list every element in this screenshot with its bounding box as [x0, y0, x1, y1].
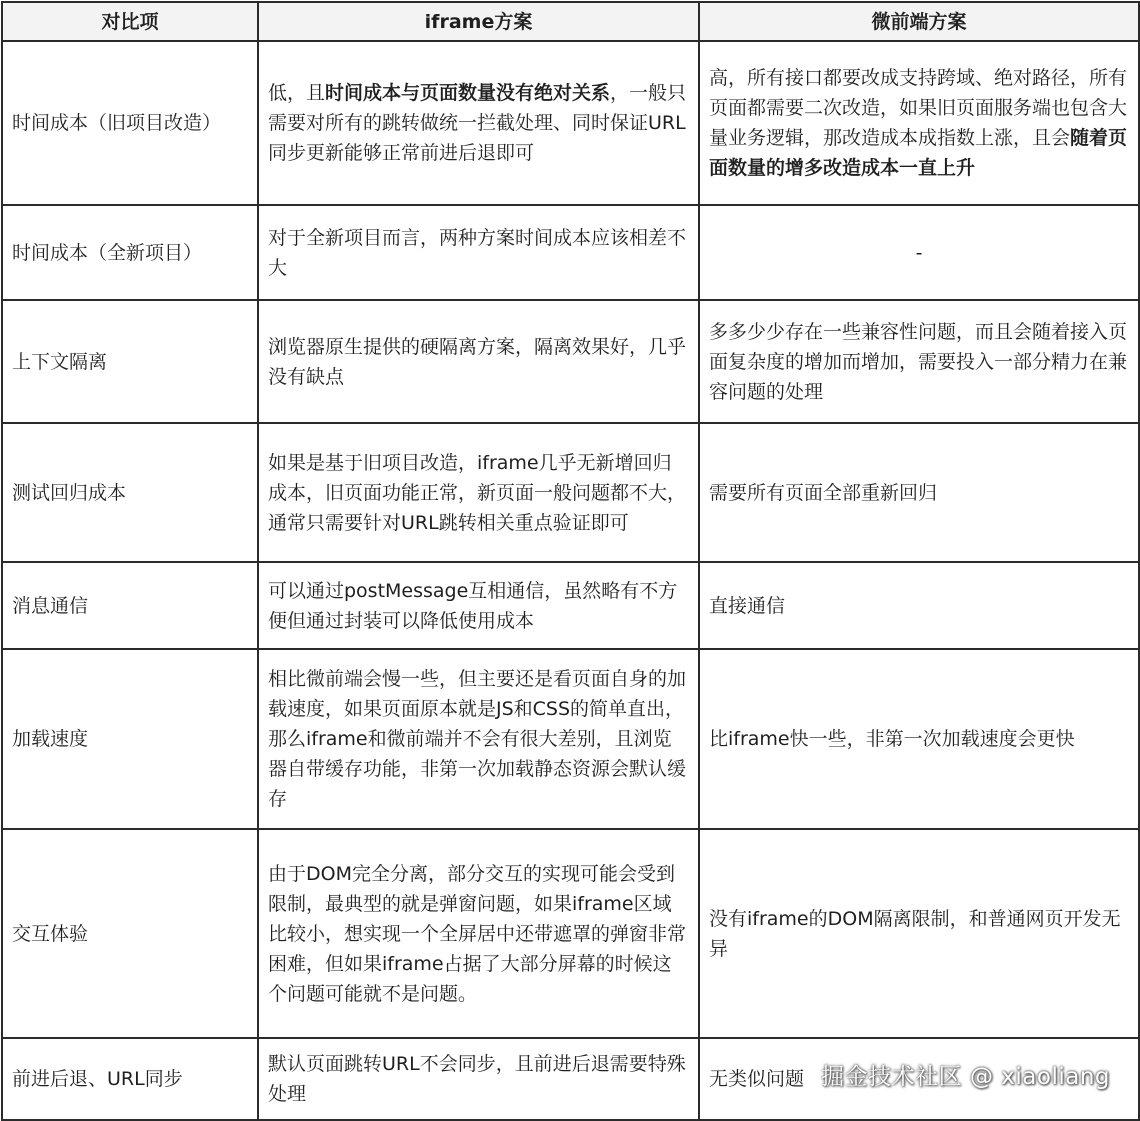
row-item-label: 时间成本（旧项目改造） [2, 41, 258, 205]
watermark-text: 掘金技术社区 @ xiaoliang [821, 1064, 1110, 1090]
table-row [2, 205, 1139, 300]
header-micro-frontend: 微前端方案 [699, 2, 1139, 41]
iframe-cell [258, 829, 699, 1038]
text: 比iframe快一些，非第一次加载速度会更快 [709, 728, 1075, 750]
row-item-label: 加载速度 [2, 649, 258, 829]
iframe-cell [258, 649, 699, 829]
comparison-table [1, 1, 1140, 1121]
text: 低，且 [268, 82, 326, 104]
iframe-cell [258, 1038, 699, 1120]
bold-text: 时间成本与页面数量没有绝对关系 [325, 82, 611, 104]
row-item-label: 测试回归成本 [2, 423, 258, 562]
iframe-cell [258, 562, 699, 649]
table-header-row [2, 2, 1139, 41]
micro-frontend-cell [699, 829, 1139, 1038]
text: 没有iframe的DOM隔离限制，和普通网页开发无异 [709, 907, 1121, 960]
text: 可以通过postMessage互相通信，虽然略有不方便但通过封装可以降低使用成本 [268, 579, 678, 632]
text: 直接通信 [709, 594, 786, 617]
micro-frontend-cell [699, 1038, 1139, 1120]
micro-frontend-cell [699, 41, 1139, 205]
row-item-label: 交互体验 [2, 829, 258, 1038]
micro-frontend-cell [699, 205, 1139, 300]
table-row [2, 423, 1139, 562]
iframe-cell [258, 41, 699, 205]
table-row [2, 300, 1139, 423]
text: 高，所有接口都要改成支持跨域、绝对路径，所有页面都需要二次改造，如果旧页面服务端也包含大量业务逻辑，那改造成本成指数上涨，且会 [709, 67, 1128, 149]
iframe-cell [258, 423, 699, 562]
text: 对于全新项目而言，两种方案时间成本应该相差不大 [268, 226, 687, 279]
micro-frontend-cell [699, 300, 1139, 423]
text: 多多少少存在一些兼容性问题，而且会随着接入页面复杂度的增加而增加，需要投入一部分精力在兼容问题的处理 [709, 320, 1128, 403]
header-item: 对比项 [2, 2, 258, 41]
text: - [915, 241, 923, 264]
text: 需要所有页面全部重新回归 [709, 481, 938, 504]
row-item-label: 上下文隔离 [2, 300, 258, 423]
row-item-label: 消息通信 [2, 562, 258, 649]
iframe-cell [258, 205, 699, 300]
text: 默认页面跳转URL不会同步，且前进后退需要特殊处理 [268, 1053, 686, 1105]
text: ，一般只需要对所有的跳转做统一拦截处理、同时保证URL同步更新能够正常前进后退即可 [268, 82, 687, 164]
table-row [2, 1038, 1139, 1120]
micro-frontend-cell [699, 649, 1139, 829]
row-item-label: 前进后退、URL同步 [2, 1038, 258, 1120]
iframe-cell [258, 300, 699, 423]
text: 相比微前端会慢一些，但主要还是看页面自身的加载速度，如果页面原本就是JS和CSS的简单直出，那么iframe和微前端并不会有很大差别，且浏览器自带缓存功能，非第一次加载静态资源会默认缓存 [268, 668, 687, 810]
table-row [2, 649, 1139, 829]
text: 由于DOM完全分离，部分交互的实现可能会受到限制，最典型的就是弹窗问题，如果iframe区域比较小，想实现一个全屏居中还带遮罩的弹窗非常困难，但如果iframe占据了大部分屏幕的时候这个问题可能就不是问题。 [268, 862, 687, 1005]
micro-frontend-cell [699, 562, 1139, 649]
text: 如果是基于旧项目改造，iframe几乎无新增回归成本，旧页面功能正常，新页面一般问题都不大，通常只需要针对URL跳转相关重点验证即可 [268, 451, 687, 534]
table-row [2, 41, 1139, 205]
row-item-label: 时间成本（全新项目） [2, 205, 258, 300]
table-row [2, 829, 1139, 1038]
micro-frontend-cell [699, 423, 1139, 562]
bold-text: 随着页面数量的增多改造成本一直上升 [709, 127, 1128, 179]
text: 浏览器原生提供的硬隔离方案，隔离效果好，几乎没有缺点 [268, 335, 687, 388]
header-iframe: iframe方案 [258, 2, 699, 41]
table-row [2, 562, 1139, 649]
text: 无类似问题 [709, 1068, 805, 1090]
